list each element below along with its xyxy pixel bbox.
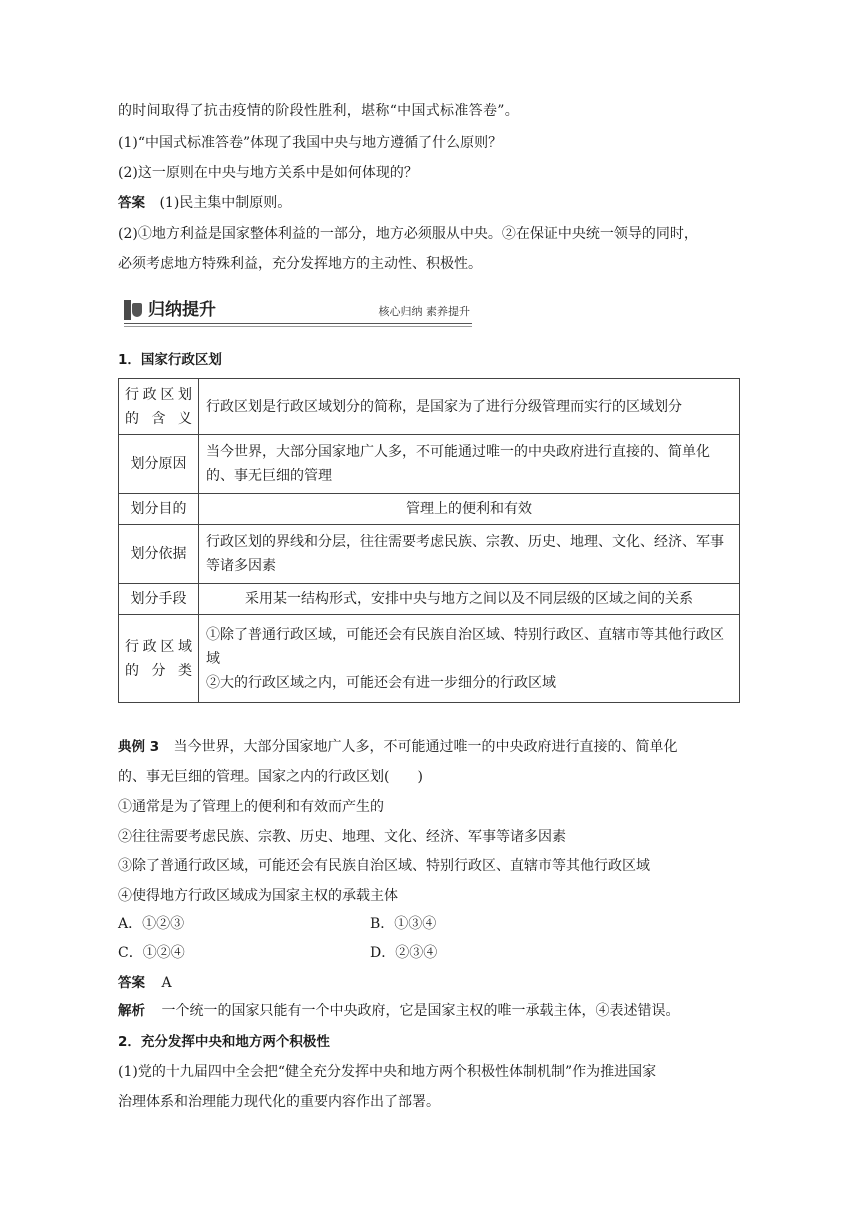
- section-2-para-line-2: 治理体系和治理能力现代化的重要内容作出了部署。: [118, 1094, 440, 1110]
- table-value: 当今世界，大部分国家地广人多，不可能通过唯一的中央政府进行直接的、简单化的、事无巨细的管理: [199, 435, 740, 494]
- example-label: 典例 3: [118, 739, 160, 755]
- section-1-heading: 1．国家行政区划: [118, 352, 222, 368]
- answer-label: 答案: [118, 195, 145, 211]
- example-answer: [118, 973, 172, 993]
- question-2: (2)这一原则在中央与地方关系中是如何体现的？: [118, 165, 418, 181]
- section-2-heading: 2．充分发挥中央和地方两个积极性: [118, 1034, 330, 1050]
- example-item: ①通常是为了管理上的便利和有效而产生的: [118, 799, 384, 815]
- example-item: ④使得地方行政区域成为国家主权的承载主体: [118, 888, 398, 904]
- table-key: 划分原因: [119, 435, 199, 494]
- pencil-icon: [132, 303, 142, 317]
- answer-line-1: [118, 193, 291, 213]
- option-a: A．①②③: [118, 916, 185, 932]
- banner-title: 归纳提升: [148, 300, 216, 320]
- example-stem-line-1: [118, 737, 678, 757]
- table-key: 划分目的: [119, 494, 199, 525]
- example-item: ③除了普通行政区域，可能还会有民族自治区域、特别行政区、直辖市等其他行政区域: [118, 858, 650, 874]
- division-table: [118, 378, 740, 703]
- option-b: B．①③④: [370, 916, 437, 932]
- banner-underline: [124, 323, 472, 324]
- example-item: ②往往需要考虑民族、宗教、历史、地理、文化、经济、军事等诸多因素: [118, 829, 566, 845]
- example-stem-text: 当今世界，大部分国家地广人多，不可能通过唯一的中央政府进行直接的、简单化: [173, 739, 678, 755]
- example-analysis: [118, 1001, 679, 1021]
- example-answer-label: 答案: [118, 975, 145, 991]
- table-key: 划分依据: [119, 525, 199, 584]
- example-analysis-label: 解析: [118, 1003, 145, 1019]
- banner-tab: [124, 300, 131, 320]
- table-value: 管理上的便利和有效: [199, 494, 740, 525]
- table-value-multi: [199, 615, 740, 703]
- banner-subtitle: 核心归纳 素养提升: [378, 305, 470, 318]
- section-2-para-line-1: (1)党的十九届四中全会把“健全充分发挥中央和地方两个积极性体制机制”作为推进国家: [118, 1064, 657, 1080]
- table-value-line: ①除了普通行政区域，可能还会有民族自治区域、特别行政区、直辖市等其他行政区域: [206, 626, 724, 667]
- table-row: [119, 435, 740, 494]
- example-answer-value: A: [161, 975, 172, 991]
- table-row: [119, 525, 740, 584]
- table-row: [119, 379, 740, 435]
- table-value: 行政区划是行政区域划分的简称，是国家为了进行分级管理而实行的区域划分: [199, 379, 740, 435]
- table-key: 行政区域的分类: [119, 615, 199, 703]
- option-d: D．②③④: [370, 945, 438, 961]
- answer-2-line-2: 必须考虑地方特殊利益，充分发挥地方的主动性、积极性。: [118, 256, 482, 272]
- answer-2-line-1: (2)①地方利益是国家整体利益的一部分，地方必须服从中央。②在保证中央统一领导的同时，: [118, 226, 698, 242]
- intro-line: 的时间取得了抗击疫情的阶段性胜利，堪称“中国式标准答卷”。: [118, 103, 520, 119]
- banner-underline-thin: [124, 326, 472, 327]
- section-banner: [124, 298, 472, 324]
- table-key: 划分手段: [119, 584, 199, 615]
- option-c: C．①②④: [118, 945, 185, 961]
- table-value-line: ②大的行政区域之内，可能还会有进一步细分的行政区域: [206, 674, 556, 691]
- table-row: [119, 584, 740, 615]
- example-analysis-text: 一个统一的国家只能有一个中央政府，它是国家主权的唯一承载主体，④表述错误。: [161, 1003, 680, 1019]
- table-value: 行政区划的界线和分层，往往需要考虑民族、宗教、历史、地理、文化、经济、军事等诸多因素: [199, 525, 740, 584]
- table-row: [119, 494, 740, 525]
- table-row: [119, 615, 740, 703]
- question-1: (1)“中国式标准答卷”体现了我国中央与地方遵循了什么原则？: [118, 135, 503, 151]
- example-stem-line-2: 的、事无巨细的管理。国家之内的行政区划( ): [118, 769, 423, 785]
- table-key: 行政区划的含义: [119, 379, 199, 435]
- table-value: 采用某一结构形式，安排中央与地方之间以及不同层级的区域之间的关系: [199, 584, 740, 615]
- answer-1-text: (1)民主集中制原则。: [159, 195, 292, 211]
